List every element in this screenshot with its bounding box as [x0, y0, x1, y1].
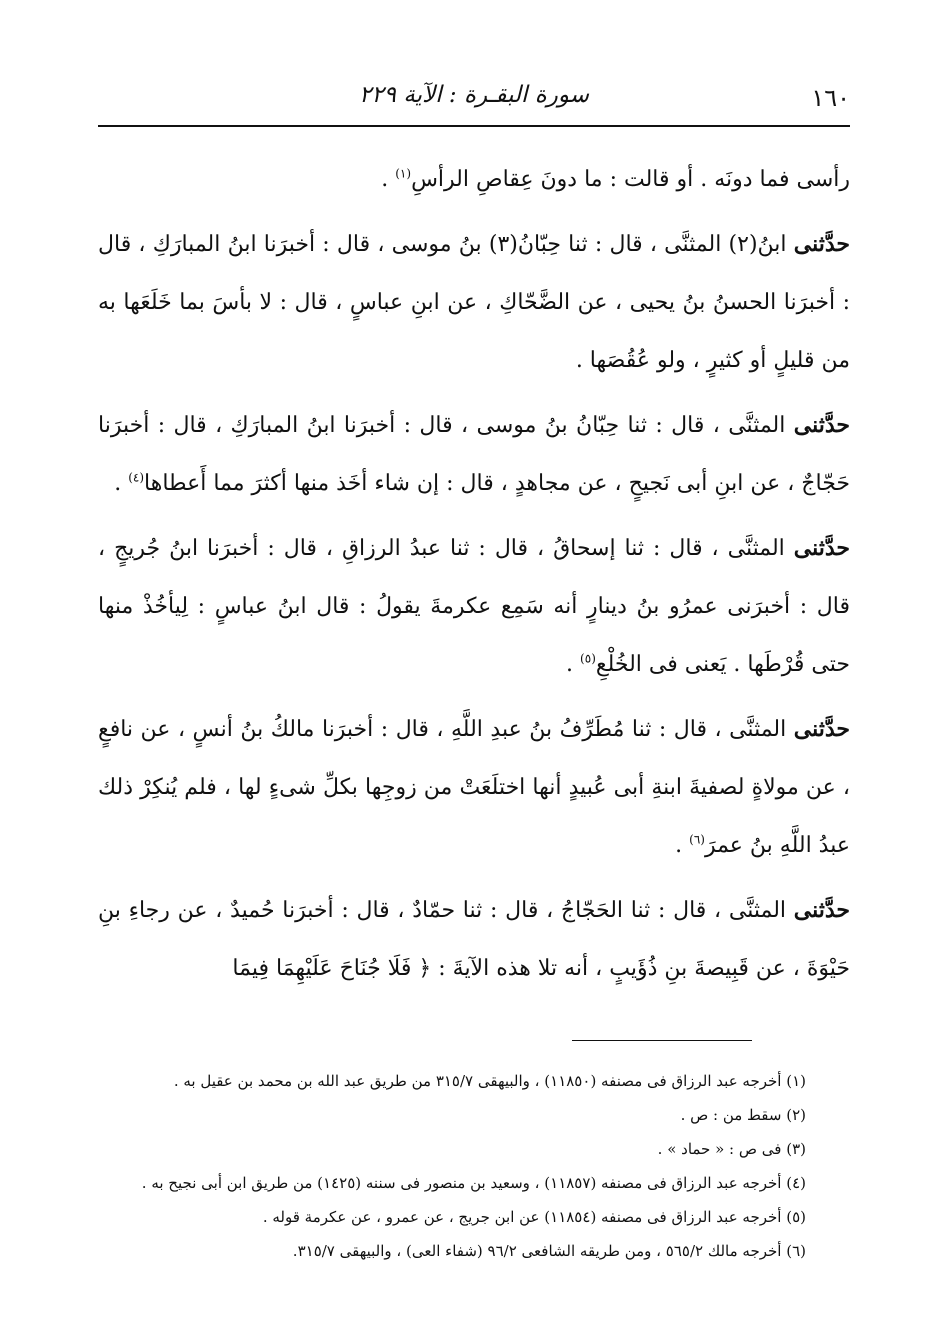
footnote-4: (٤) أخرجه عبد الرزاق فى مصنفه (١١٨٥٧) ، وسعيد بن منصور فى سننه (١٤٢٥) من طريق ابن أبى نجيح به . [141, 1174, 806, 1192]
footnote-ref: (٦) [689, 832, 705, 847]
page-number: ١٦٠ [811, 84, 850, 112]
paragraph-tail: . [675, 833, 690, 858]
paragraph-lead: حدَّثنى [793, 412, 850, 438]
footnote-1: (١) أخرجه عبد الرزاق فى مصنفه (١١٨٥٠) ، والبيهقى ٣١٥/٧ من طريق عبد الله بن محمد بن عقيل به . [173, 1072, 806, 1090]
running-title: سورة البقـرة : الآية ٢٢٩ [358, 82, 590, 108]
paragraph-tail: . [114, 471, 129, 496]
paragraph-lead: حدَّثنى [793, 535, 850, 561]
paragraph-5 [98, 700, 850, 875]
footnotes [98, 1064, 806, 1268]
footnote-ref: (٥) [580, 651, 596, 666]
footnote-6: (٦) أخرجه مالك ٥٦٥/٢ ، ومن طريقه الشافعى ٩٦/٢ (شفاء العى) ، والبيهقى ٣١٥/٧. [292, 1242, 806, 1260]
footnote-rule [572, 1040, 752, 1041]
paragraph-2 [98, 215, 850, 390]
footnote-5: (٥) أخرجه عبد الرزاق فى مصنفه (١١٨٥٤) عن ابن جريج ، عن عمرو ، عن عكرمة قوله . [262, 1208, 806, 1226]
page-header [98, 78, 850, 118]
paragraph-3 [98, 396, 850, 513]
paragraph-lead: حدَّثنى [793, 897, 851, 923]
footnote-ref: (٤) [128, 470, 145, 485]
paragraph-text: المثنَّى ، قال : ثنا الحَجّاجُ ، قال : ثنا حمّادٌ ، قال : أخبرَنا حُميدٌ ، عن رجاءِ بنِ حَيْوَةَ ، عن قَبِيصةَ بنِ ذُؤَيبٍ ، أنه تلا هذه الآيةَ : ﴿ فَلَا جُنَاحَ عَلَيْهِمَا فِيمَا [98, 898, 850, 981]
footnote-2: (٢) سقط من : ص . [680, 1106, 806, 1124]
footnote-ref: (١) [395, 166, 412, 181]
footnote-3: (٣) فى ص : « حماد » . [657, 1140, 806, 1158]
paragraph-1 [98, 150, 850, 209]
paragraph-4 [98, 519, 850, 694]
header-rule [98, 125, 850, 127]
paragraph-text: المثنَّى ، قال : ثنا حِبّانُ بنُ موسى ، قال : أخبرَنا ابنُ المبارَكِ ، قال : أخبرَنا حَجّاجٌ ، عن ابنِ أبى نَجيحٍ ، عن مجاهدٍ ، قال : إن شاء أخَذ منها أكثرَ مما أَعطاها [98, 413, 850, 496]
paragraph-text: رأسى فما دونَه . أو قالت : ما دونَ عِقاصِ الرأسِ [411, 167, 850, 192]
paragraph-text: المثنَّى ، قال : ثنا مُطَرِّفُ بنُ عبدِ اللَّهِ ، قال : أخبرَنا مالكُ بنُ أنسٍ ، عن نافعٍ ، عن مولاةٍ لصفيةَ ابنةِ أبى عُبيدٍ أنها اختلَعَتْ من زوجِها بكلِّ شىءٍ لها ، فلم يُنكِرْ ذلك عبدُ اللَّهِ بنُ عمرَ [98, 717, 850, 858]
paragraph-tail: . [381, 167, 396, 192]
paragraph-tail: . [566, 652, 581, 677]
paragraph-6 [98, 881, 850, 998]
main-text [98, 150, 850, 1004]
paragraph-lead: حدَّثنى [793, 231, 850, 257]
paragraph-text: ابنُ(٢) المثنَّى ، قال : ثنا حِبّانُ(٣) بنُ موسى ، قال : أخبرَنا ابنُ المبارَكِ ، قال : أخبرَنا الحسنُ بنُ يحيى ، عن الضَّحّاكِ ، عن ابنِ عباسٍ ، قال : لا بأسَ بما خَلَعَها به من قليلٍ أو كثيرٍ ، ولو عُقُصَها . [98, 232, 850, 373]
paragraph-text: المثنَّى ، قال : ثنا إسحاقُ ، قال : ثنا عبدُ الرزاقِ ، قال : أخبرَنا ابنُ جُريجٍ ، قال : أخبرَنى عمرُو بنُ دينارٍ أنه سَمِع عكرمةَ يقولُ : قال ابنُ عباسٍ : لِيأخُذْ منها حتى قُرْطَها . يَعنى فى الخُلْعِ [98, 536, 850, 677]
paragraph-lead: حدَّثنى [793, 716, 850, 742]
